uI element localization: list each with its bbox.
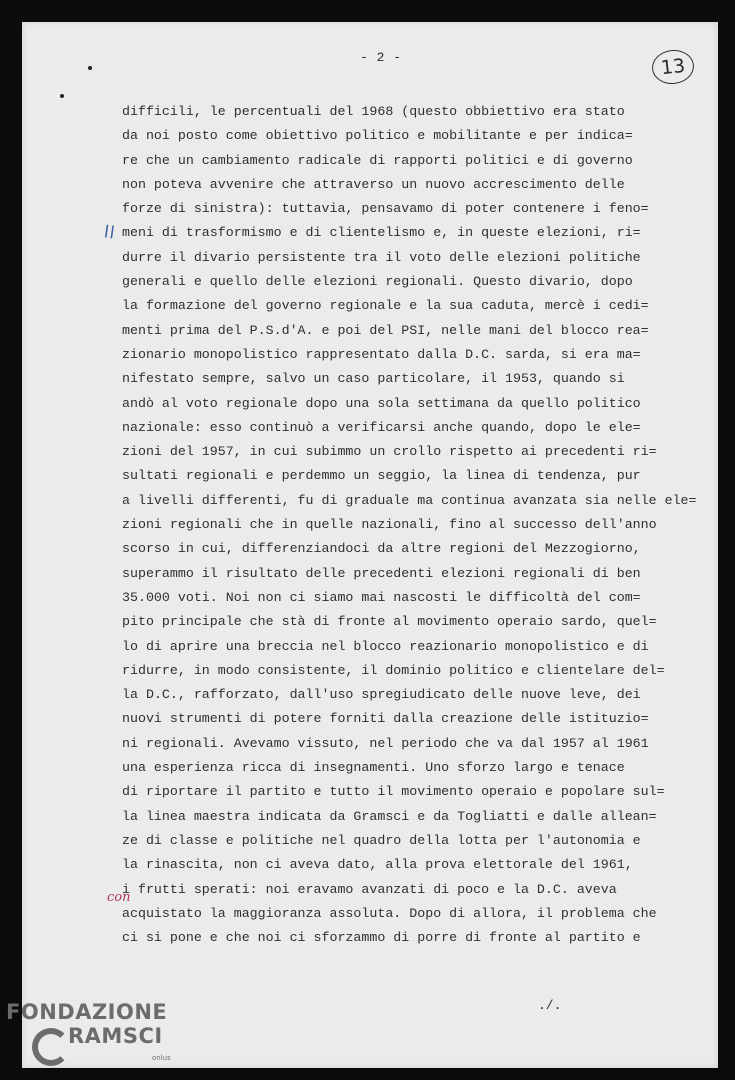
text-line: ci si pone e che noi ci sforzammo di porre di fronte al partito e bbox=[122, 930, 641, 946]
watermark-sub: onlus bbox=[152, 1054, 171, 1062]
margin-mark: ll bbox=[102, 222, 117, 244]
text-line: pito principale che stà di fronte al movimento operaio sardo, quel= bbox=[122, 614, 657, 630]
watermark-g-logo bbox=[32, 1028, 70, 1066]
punch-dot bbox=[88, 66, 92, 70]
watermark-word: RAMSCI bbox=[68, 1024, 163, 1048]
punch-dot bbox=[60, 94, 64, 98]
text-line: ze di classe e politiche nel quadro della lotta per l'autonomia e bbox=[122, 832, 641, 848]
continuation-mark: ./. bbox=[538, 998, 562, 1013]
fondazione-gramsci-watermark bbox=[6, 1000, 171, 1062]
text-line: ni regionali. Avevamo vissuto, nel periodo che va dal 1957 al 1961 bbox=[122, 735, 649, 751]
text-line: i frutti sperati: noi eravamo avanzati di poco e la D.C. aveva bbox=[122, 881, 617, 897]
text-line: menti prima del P.S.d'A. e poi del PSI, nelle mani del blocco rea= bbox=[122, 322, 649, 338]
text-line: durre il divario persistente tra il voto delle elezioni politiche bbox=[122, 249, 641, 265]
text-line: a livelli differenti, fu di graduale ma continua avanzata sia nelle ele= bbox=[122, 492, 697, 508]
document-page bbox=[22, 22, 718, 1068]
text-line: nuovi strumenti di potere forniti dalla creazione delle istituzio= bbox=[122, 711, 649, 727]
archive-number-stamp: 13 bbox=[650, 48, 695, 86]
watermark-line1: FONDAZIONE bbox=[6, 1000, 168, 1024]
text-line: re che un cambiamento radicale di rapporti politici e di governo bbox=[122, 152, 633, 168]
text-line: la linea maestra indicata da Gramsci e da Togliatti e dalle allean= bbox=[122, 808, 657, 824]
text-line: forze di sinistra): tuttavia, pensavamo di poter contenere i feno= bbox=[122, 201, 649, 217]
typewritten-body bbox=[122, 100, 702, 950]
text-line: lo di aprire una breccia nel blocco reazionario monopolistico e di bbox=[122, 638, 649, 654]
text-line: meni di trasformismo e di clientelismo e, in queste elezioni, ri= bbox=[122, 225, 641, 241]
text-line: generali e quello delle elezioni regionali. Questo divario, dopo bbox=[122, 274, 633, 290]
text-line: 35.000 voti. Noi non ci siamo mai nascosti le difficoltà del com= bbox=[122, 589, 641, 605]
text-line: nazionale: esso continuò a verificarsi anche quando, dopo le ele= bbox=[122, 419, 641, 435]
text-line: la formazione del governo regionale e la sua caduta, mercè i cedi= bbox=[122, 298, 649, 314]
text-line: difficili, le percentuali del 1968 (questo obbiettivo era stato bbox=[122, 104, 625, 119]
text-line: nifestato sempre, salvo un caso particolare, il 1953, quando si bbox=[122, 371, 625, 387]
text-line: acquistato la maggioranza assoluta. Dopo di allora, il problema che bbox=[122, 905, 657, 921]
text-line: zioni del 1957, in cui subimmo un crollo rispetto ai precedenti ri= bbox=[122, 444, 657, 460]
watermark-line2 bbox=[68, 1024, 229, 1062]
text-line: ridurre, in modo consistente, il dominio politico e clientelare del= bbox=[122, 662, 665, 678]
text-line: non poteva avvenire che attraverso un nuovo accrescimento delle bbox=[122, 176, 625, 192]
text-line: una esperienza ricca di insegnamenti. Uno sforzo largo e tenace bbox=[122, 760, 625, 776]
text-line: la rinascita, non ci aveva dato, alla prova elettorale del 1961, bbox=[122, 857, 633, 873]
text-line: sultati regionali e perdemmo un seggio, la linea di tendenza, pur bbox=[122, 468, 641, 484]
text-line: zionario monopolistico rappresentato dalla D.C. sarda, si era ma= bbox=[122, 346, 641, 362]
text-line: scorso in cui, differenziandoci da altre regioni del Mezzogiorno, bbox=[122, 541, 641, 557]
page-number: - 2 - bbox=[360, 50, 402, 65]
text-line: superammo il risultato delle precedenti elezioni regionali di ben bbox=[122, 565, 641, 581]
margin-correction: con bbox=[107, 890, 131, 905]
text-line: zioni regionali che in quelle nazionali, fino al successo dell'anno bbox=[122, 517, 657, 533]
text-line: andò al voto regionale dopo una sola settimana da quello politico bbox=[122, 395, 641, 411]
text-line: di riportare il partito e tutto il movimento operaio e popolare sul= bbox=[122, 784, 665, 800]
text-line: da noi posto come obiettivo politico e mobilitante e per indica= bbox=[122, 128, 633, 144]
text-line: la D.C., rafforzato, dall'uso spregiudicato delle nuove leve, dei bbox=[122, 687, 641, 703]
